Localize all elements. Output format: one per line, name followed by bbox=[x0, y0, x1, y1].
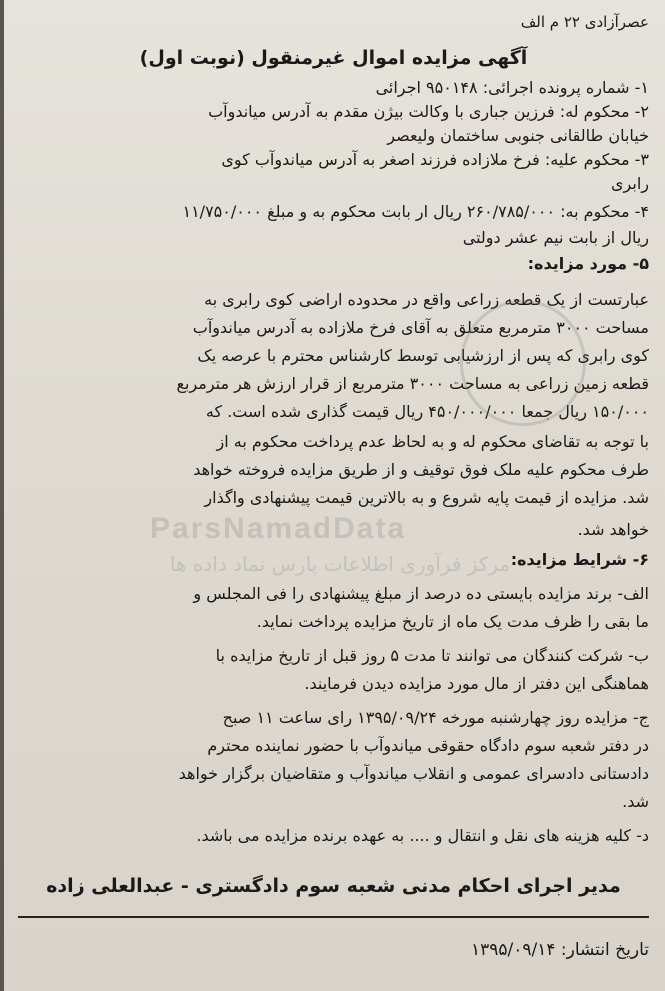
item-line: ب- شرکت کنندگان می توانند تا مدت ۵ روز قبل از تاریخ مزایده با bbox=[215, 646, 649, 665]
item-line: خیابان طالقانی جنوبی ساختمان ولیعصر bbox=[387, 126, 649, 145]
item-line: ریال از بابت نیم عشر دولتی bbox=[462, 228, 649, 247]
item-line: با توجه به تقاضای محکوم له و به لحاظ عدم پرداخت محکوم به از bbox=[216, 432, 649, 451]
item-line: شد. bbox=[622, 792, 649, 811]
item-line: دادستانی دادسرای عمومی و انقلاب میاندوآب و متقاضیان برگزار خواهد bbox=[178, 764, 649, 783]
item-line: ۲- محکوم له: فرزین جباری با وکالت بیژن مقدم به آدرس میاندوآب bbox=[208, 102, 649, 121]
item-line: کوی رابری که پس از ارزشیابی توسط کارشناس محترم با عرصه یک bbox=[197, 346, 649, 365]
watermark-text: ParsNamadData bbox=[150, 512, 407, 545]
item-line: ۱۵۰/۰۰۰ ریال جمعا ۴۵۰/۰۰۰/۰۰۰ ریال قیمت گذاری شده است. که bbox=[205, 402, 649, 421]
auction-notice bbox=[8, 6, 659, 985]
page-edge bbox=[0, 0, 4, 991]
item-line: طرف محکوم علیه ملک فوق توقیف و از طریق مزایده فروخته خواهد bbox=[193, 460, 649, 479]
notice-title: آگهی مزایده اموال غیرمنقول (نوبت اول) bbox=[139, 47, 528, 69]
item-line: رابری bbox=[611, 174, 649, 193]
item-line: ج- مزایده روز چهارشنبه مورخه ۱۳۹۵/۰۹/۲۴ رای ساعت ۱۱ صبح bbox=[222, 708, 649, 727]
item-line: ۶- شرایط مزایده: bbox=[510, 550, 649, 569]
notice-code: عصرآزادی ۲۲ م الف bbox=[520, 13, 649, 31]
item-line: ۵- مورد مزایده: bbox=[527, 254, 649, 273]
item-line: ۱- شماره پرونده اجرائی: ۹۵۰۱۴۸ اجرائی bbox=[375, 78, 649, 97]
item-line: ما بقی را ظرف مدت یک ماه از تاریخ مزایده پرداخت نماید. bbox=[256, 612, 649, 631]
watermark-subtext: مرکز فرآوری اطلاعات پارس نماد داده ها bbox=[169, 552, 511, 576]
publication-date: تاریخ انتشار: ۱۳۹۵/۰۹/۱۴ bbox=[470, 940, 649, 960]
item-line: ۴- محکوم به: ۲۶۰/۷۸۵/۰۰۰ ریال ار بابت محکوم به و مبلغ ۱۱/۷۵۰/۰۰۰ bbox=[182, 202, 649, 221]
item-line: د- کلیه هزینه های نقل و انتقال و .... به عهده برنده مزایده می باشد. bbox=[196, 826, 649, 845]
item-line: خواهد شد. bbox=[577, 520, 649, 539]
item-line: الف- برند مزایده بایستی ده درصد از مبلغ پیشنهادی را فی المجلس و bbox=[193, 584, 649, 603]
divider bbox=[18, 916, 649, 918]
signature: مدیر اجرای احکام مدنی شعبه سوم دادگستری - عبدالعلی زاده bbox=[46, 875, 621, 897]
item-line: شد. مزایده از قیمت پایه شروع و به بالاترین قیمت پیشنهادی واگذار bbox=[204, 488, 649, 507]
item-line: هماهنگی این دفتر از مال مورد مزایده دیدن فرمایند. bbox=[304, 674, 649, 693]
item-line: در دفتر شعبه سوم دادگاه حقوقی میاندوآب با حضور نماینده محترم bbox=[207, 736, 649, 755]
item-line: مساحت ۳۰۰۰ مترمربع متعلق به آقای فرخ ملازاده به آدرس میاندوآب bbox=[192, 318, 649, 337]
item-line: قطعه زمین زراعی به مساحت ۳۰۰۰ مترمربع از قرار ارزش هر مترمربع bbox=[176, 374, 649, 393]
item-line: ۳- محکوم علیه: فرخ ملازاده فرزند اصغر به آدرس میاندوآب کوی bbox=[221, 150, 649, 169]
item-line: عبارتست از یک قطعه زراعی واقع در محدوده اراضی کوی رابری به bbox=[204, 290, 649, 309]
